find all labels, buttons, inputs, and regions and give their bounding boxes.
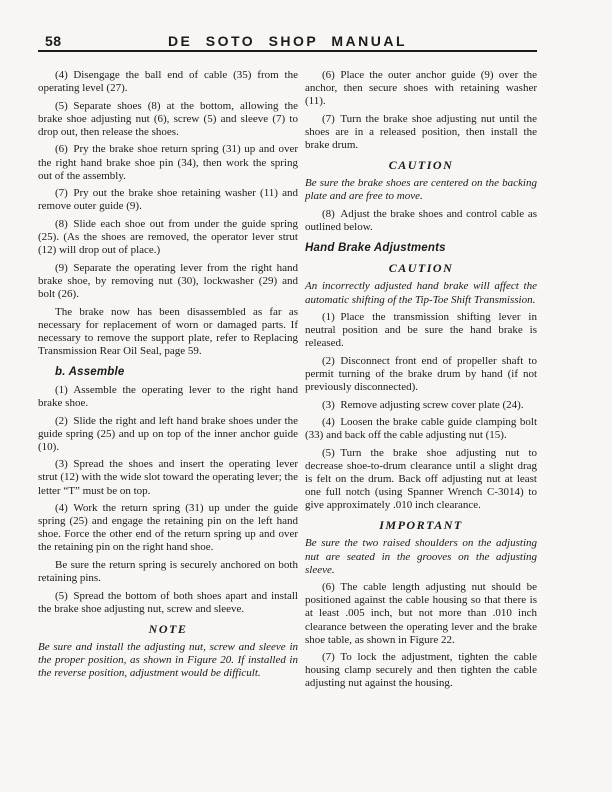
page-title: DE SOTO SHOP MANUAL <box>167 33 408 49</box>
important-text: Be sure the two raised shoulders on the adjusting nut are seated in the grooves on the adjusting sleeve. <box>305 537 537 576</box>
step-paragraph: (4) Loosen the brake cable guide clamping bolt (33) and back off the cable adjusting nut (15). <box>305 416 537 442</box>
step-paragraph: (2) Slide the right and left hand brake shoes under the guide spring (25) and up on top of the inner anchor guide (10). <box>38 414 298 453</box>
step-paragraph: (4) Disengage the ball end of cable (35) from the operating level (27). <box>38 69 298 95</box>
caution-heading: CAUTION <box>388 158 454 173</box>
running-head <box>38 26 537 52</box>
right-column <box>305 63 537 690</box>
step-paragraph: (3) Remove adjusting screw cover plate (24). <box>322 398 524 411</box>
step-paragraph: (1) Place the transmission shifting lever in neutral position and be sure the hand brake is released. <box>305 311 537 350</box>
body-paragraph: Be sure the return spring is securely anchored on both retaining pins. <box>38 559 298 585</box>
body-paragraph: The brake now has been disassembled as far as necessary for replacement of worn or damaged parts. If necessary to remove the support plate, refer to Replacing Transmission Rear Oil Seal, page 59. <box>38 305 298 357</box>
step-paragraph: (2) Disconnect front end of propeller shaft to permit turning of the brake drum by hand (if not previously disconnected). <box>305 354 537 394</box>
step-paragraph: (6) The cable length adjusting nut should be positioned against the cable housing so that there is at least .005 inch, but not more than .010 inch clearance between the operating lever and the brake shoe table, as shown in Figure 22. <box>305 581 537 646</box>
section-heading-hand-brake-adjustments: Hand Brake Adjustments <box>305 241 446 254</box>
step-paragraph: (6) Place the outer anchor guide (9) over the anchor, then secure shoes with retaining washer (11). <box>305 69 537 108</box>
step-paragraph: (5) Turn the brake shoe adjusting nut to decrease shoe-to-drum clearance until a slight drag is felt on the drum. Back off adjusting nut at least one full notch (using Spanner Wrench C-3014) to give approximately .010 inch clearance. <box>305 446 537 512</box>
step-paragraph: (7) Turn the brake shoe adjusting nut until the shoes are in a released position, then install the brake drum. <box>305 112 537 151</box>
step-paragraph: (4) Work the return spring (31) up under the guide spring (25) and engage the retaining pin on the left hand shoe. Force the other end of the return spring up and over the retaining pin on the right hand shoe. <box>38 502 298 554</box>
page-content <box>38 26 537 690</box>
step-paragraph: (5) Separate shoes (8) at the bottom, allowing the brake shoe adjusting nut (6), screw (5) and sleeve (7) to drop out, then release the shoes. <box>38 99 298 138</box>
step-paragraph: (5) Spread the bottom of both shoes apart and install the brake shoe adjusting nut, screw and sleeve. <box>38 589 298 615</box>
step-paragraph: (6) Pry the brake shoe return spring (31) up and over the right hand brake shoe pin (34), then work the spring out of the assembly. <box>38 143 298 182</box>
step-paragraph: (7) To lock the adjustment, tighten the cable housing clamp securely and then tighten the cable adjusting nut against the housing. <box>305 651 537 690</box>
subsection-heading-assemble: b. Assemble <box>55 365 125 378</box>
caution-text: Be sure the brake shoes are centered on the backing plate and are free to move. <box>305 177 537 203</box>
step-paragraph: (7) Pry out the brake shoe retaining washer (11) and remove outer guide (9). <box>38 187 298 213</box>
step-paragraph: (9) Separate the operating lever from the right hand brake shoe, by removing nut (30), lockwasher (29) and bolt (26). <box>38 261 298 300</box>
note-heading: NOTE <box>148 621 188 636</box>
page-number: 58 <box>45 33 62 49</box>
two-column-body <box>38 63 537 690</box>
caution-text: An incorrectly adjusted hand brake will affect the automatic shifting of the Tip-Toe Shift Transmission. <box>305 280 537 306</box>
important-heading: IMPORTANT <box>379 518 463 533</box>
caution-heading: CAUTION <box>388 261 454 276</box>
step-paragraph: (3) Spread the shoes and insert the operating lever strut (12) with the wide slot toward the operating lever; the letter “T” must be on top. <box>38 458 298 497</box>
left-column <box>38 63 298 690</box>
step-paragraph: (8) Adjust the brake shoes and control cable as outlined below. <box>305 207 537 233</box>
step-paragraph: (8) Slide each shoe out from under the guide spring (25). (As the shoes are removed, the operator lever strut (12) will drop out of place.) <box>38 217 298 257</box>
step-paragraph: (1) Assemble the operating lever to the right hand brake shoe. <box>38 383 298 409</box>
note-text: Be sure and install the adjusting nut, screw and sleeve in the proper position, as shown in Figure 20. If installed in the reverse position, adjustment would be difficult. <box>38 640 298 680</box>
